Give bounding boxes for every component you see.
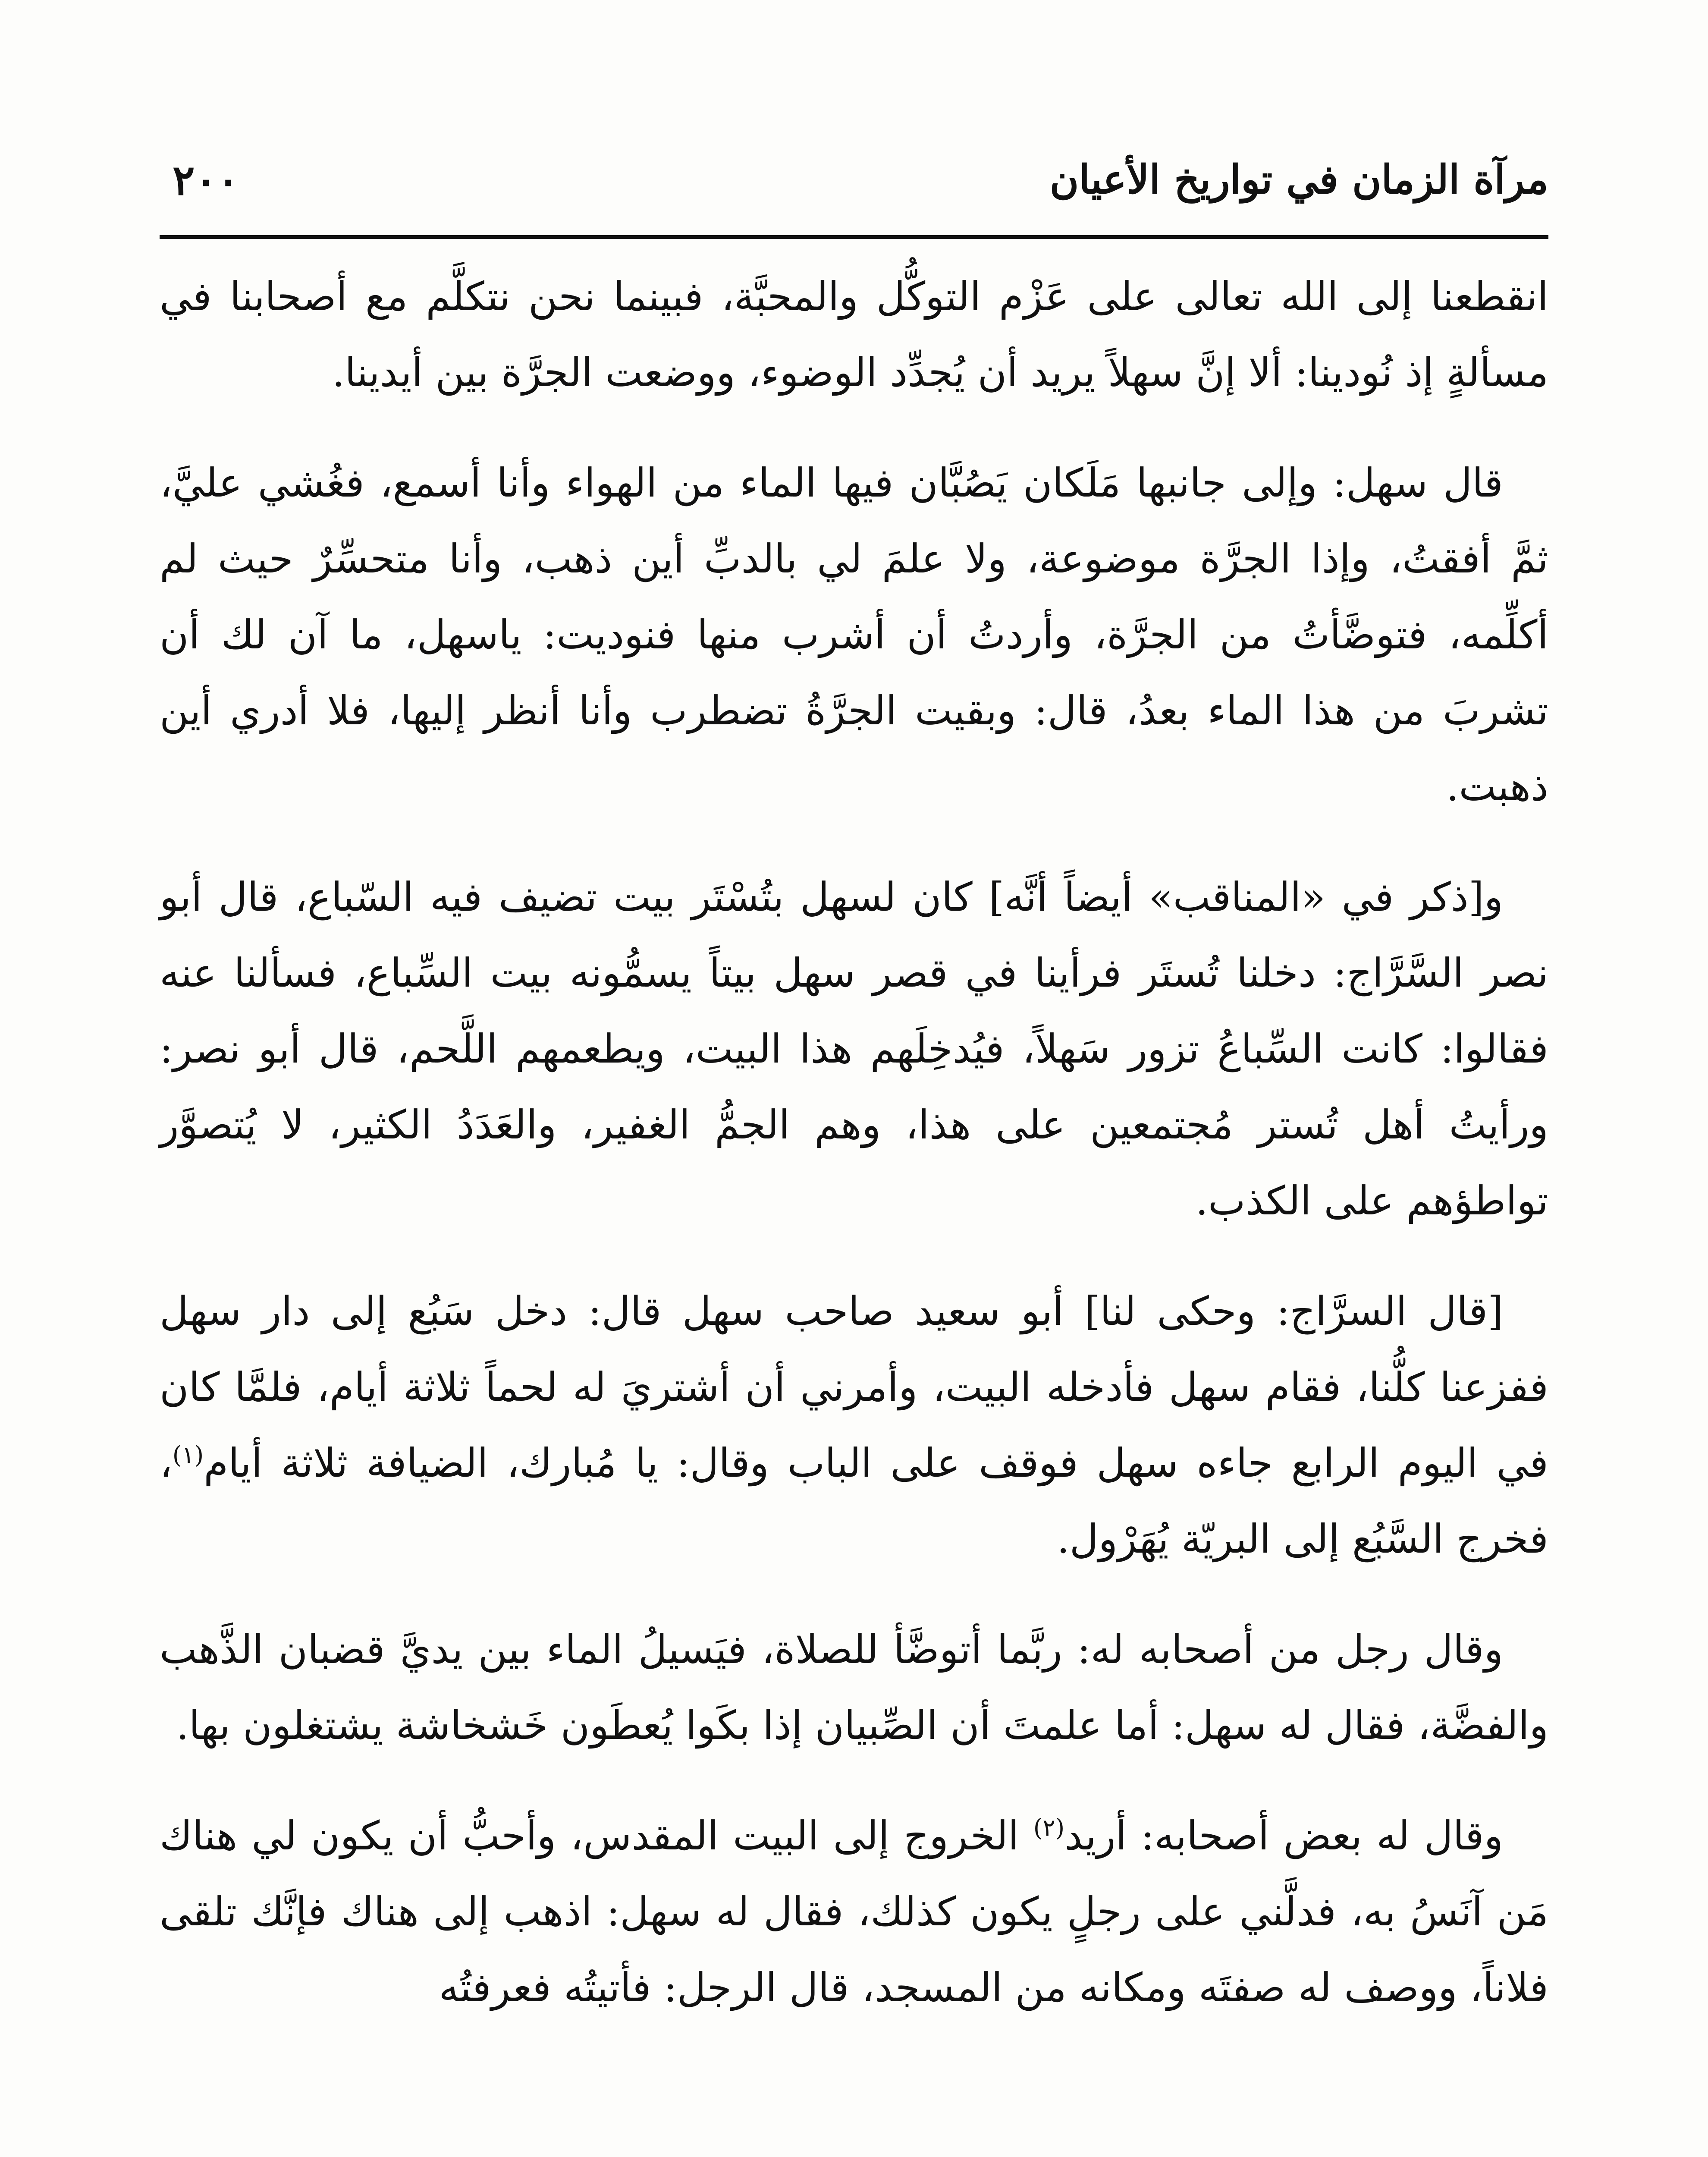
footnote-marker-2: (٢) <box>1033 1814 1065 1842</box>
paragraph-4 <box>160 1273 1548 1577</box>
page-header <box>160 142 1548 216</box>
running-title: مرآة الزمان في تواريخ الأعيان <box>1049 156 1548 203</box>
paragraph-4-before: [قال السرَّاج: وحكى لنا] أبو سعيد صاحب سهل قال: دخل سَبُع إلى دار سهل ففزعنا كلُّنا، فقام سهل فأدخله البيت، وأمرني أن أشتريَ له لحماً ثلاثة أيام، فلمَّا كان في اليوم الرابع جاءه سهل فوقف على الباب وقال: يا مُبارك، الضيافة ثلاثة أيام <box>160 1288 1548 1486</box>
paragraph-4-after: ، فخرج السَّبُع إلى البريّة يُهَرْول. <box>160 1440 1548 1562</box>
header-rule <box>160 235 1548 239</box>
footnote-marker-1: (١) <box>172 1441 204 1469</box>
paragraph-5: وقال رجل من أصحابه له: ربَّما أتوضَّأ للصلاة، فيَسيلُ الماء بين يديَّ قضبان الذَّهب والفضَّة، فقال له سهل: أما علمتَ أن الصِّبيان إذا بكَوا يُعطَون خَشخاشة يشتغلون بها. <box>160 1626 1548 1748</box>
main-text <box>160 259 1548 2060</box>
paragraph-6 <box>160 1798 1548 2026</box>
paragraph-6-before: وقال له بعض أصحابه: أريد <box>1064 1813 1504 1859</box>
page-number: ٢٠٠ <box>173 156 239 204</box>
paragraph-6-after: الخروج إلى البيت المقدس، وأحبُّ أن يكون لي هناك مَن آنَسُ به، فدلَّني على رجلٍ يكون كذلك، فقال له سهل: اذهب إلى هناك فإنَّك تلقى فلاناً، ووصف له صفتَه ومكانه من المسجد، قال الرجل: فأتيتُه فعرفتُه <box>160 1813 1548 2011</box>
paragraph-2: قال سهل: وإلى جانبها مَلَكان يَصُبَّان فيها الماء من الهواء وأنا أسمع، فغُشي عليَّ، ثمَّ أفقتُ، وإذا الجرَّة موضوعة، ولا علمَ لي بالدبِّ أين ذهب، وأنا متحسِّرٌ حيث لم أكلِّمه، فتوضَّأتُ من الجرَّة، وأردتُ أن أشرب منها فنوديت: ياسهل، ما آن لك أن تشربَ من هذا الماء بعدُ، قال: وبقيت الجرَّةُ تضطرب وأنا أنظر إليها، فلا أدري أين ذهبت. <box>160 460 1548 810</box>
paragraph-3: و[ذكر في «المناقب» أيضاً أنَّه] كان لسهل بتُسْتَر بيت تضيف فيه السّباع، قال أبو نصر السَّرَّاج: دخلنا تُستَر فرأينا في قصر سهل بيتاً يسمُّونه بيت السِّباع، فسألنا عنه فقالوا: كانت السِّباعُ تزور سَهلاً، فيُدخِلَهم هذا البيت، ويطعمهم اللَّحم، قال أبو نصر: ورأيتُ أهل تُستر مُجتمعين على هذا، وهم الجمُّ الغفير، والعَدَدُ الكثير، لا يُتصوَّر تواطؤهم على الكذب. <box>160 874 1548 1224</box>
paragraph-1: انقطعنا إلى الله تعالى على عَزْم التوكُّل والمحبَّة، فبينما نحن نتكلَّم مع أصحابنا في مسألةٍ إذ نُودينا: ألا إنَّ سهلاً يريد أن يُجدِّد الوضوء، ووضعت الجرَّة بين أيدينا. <box>160 274 1549 396</box>
